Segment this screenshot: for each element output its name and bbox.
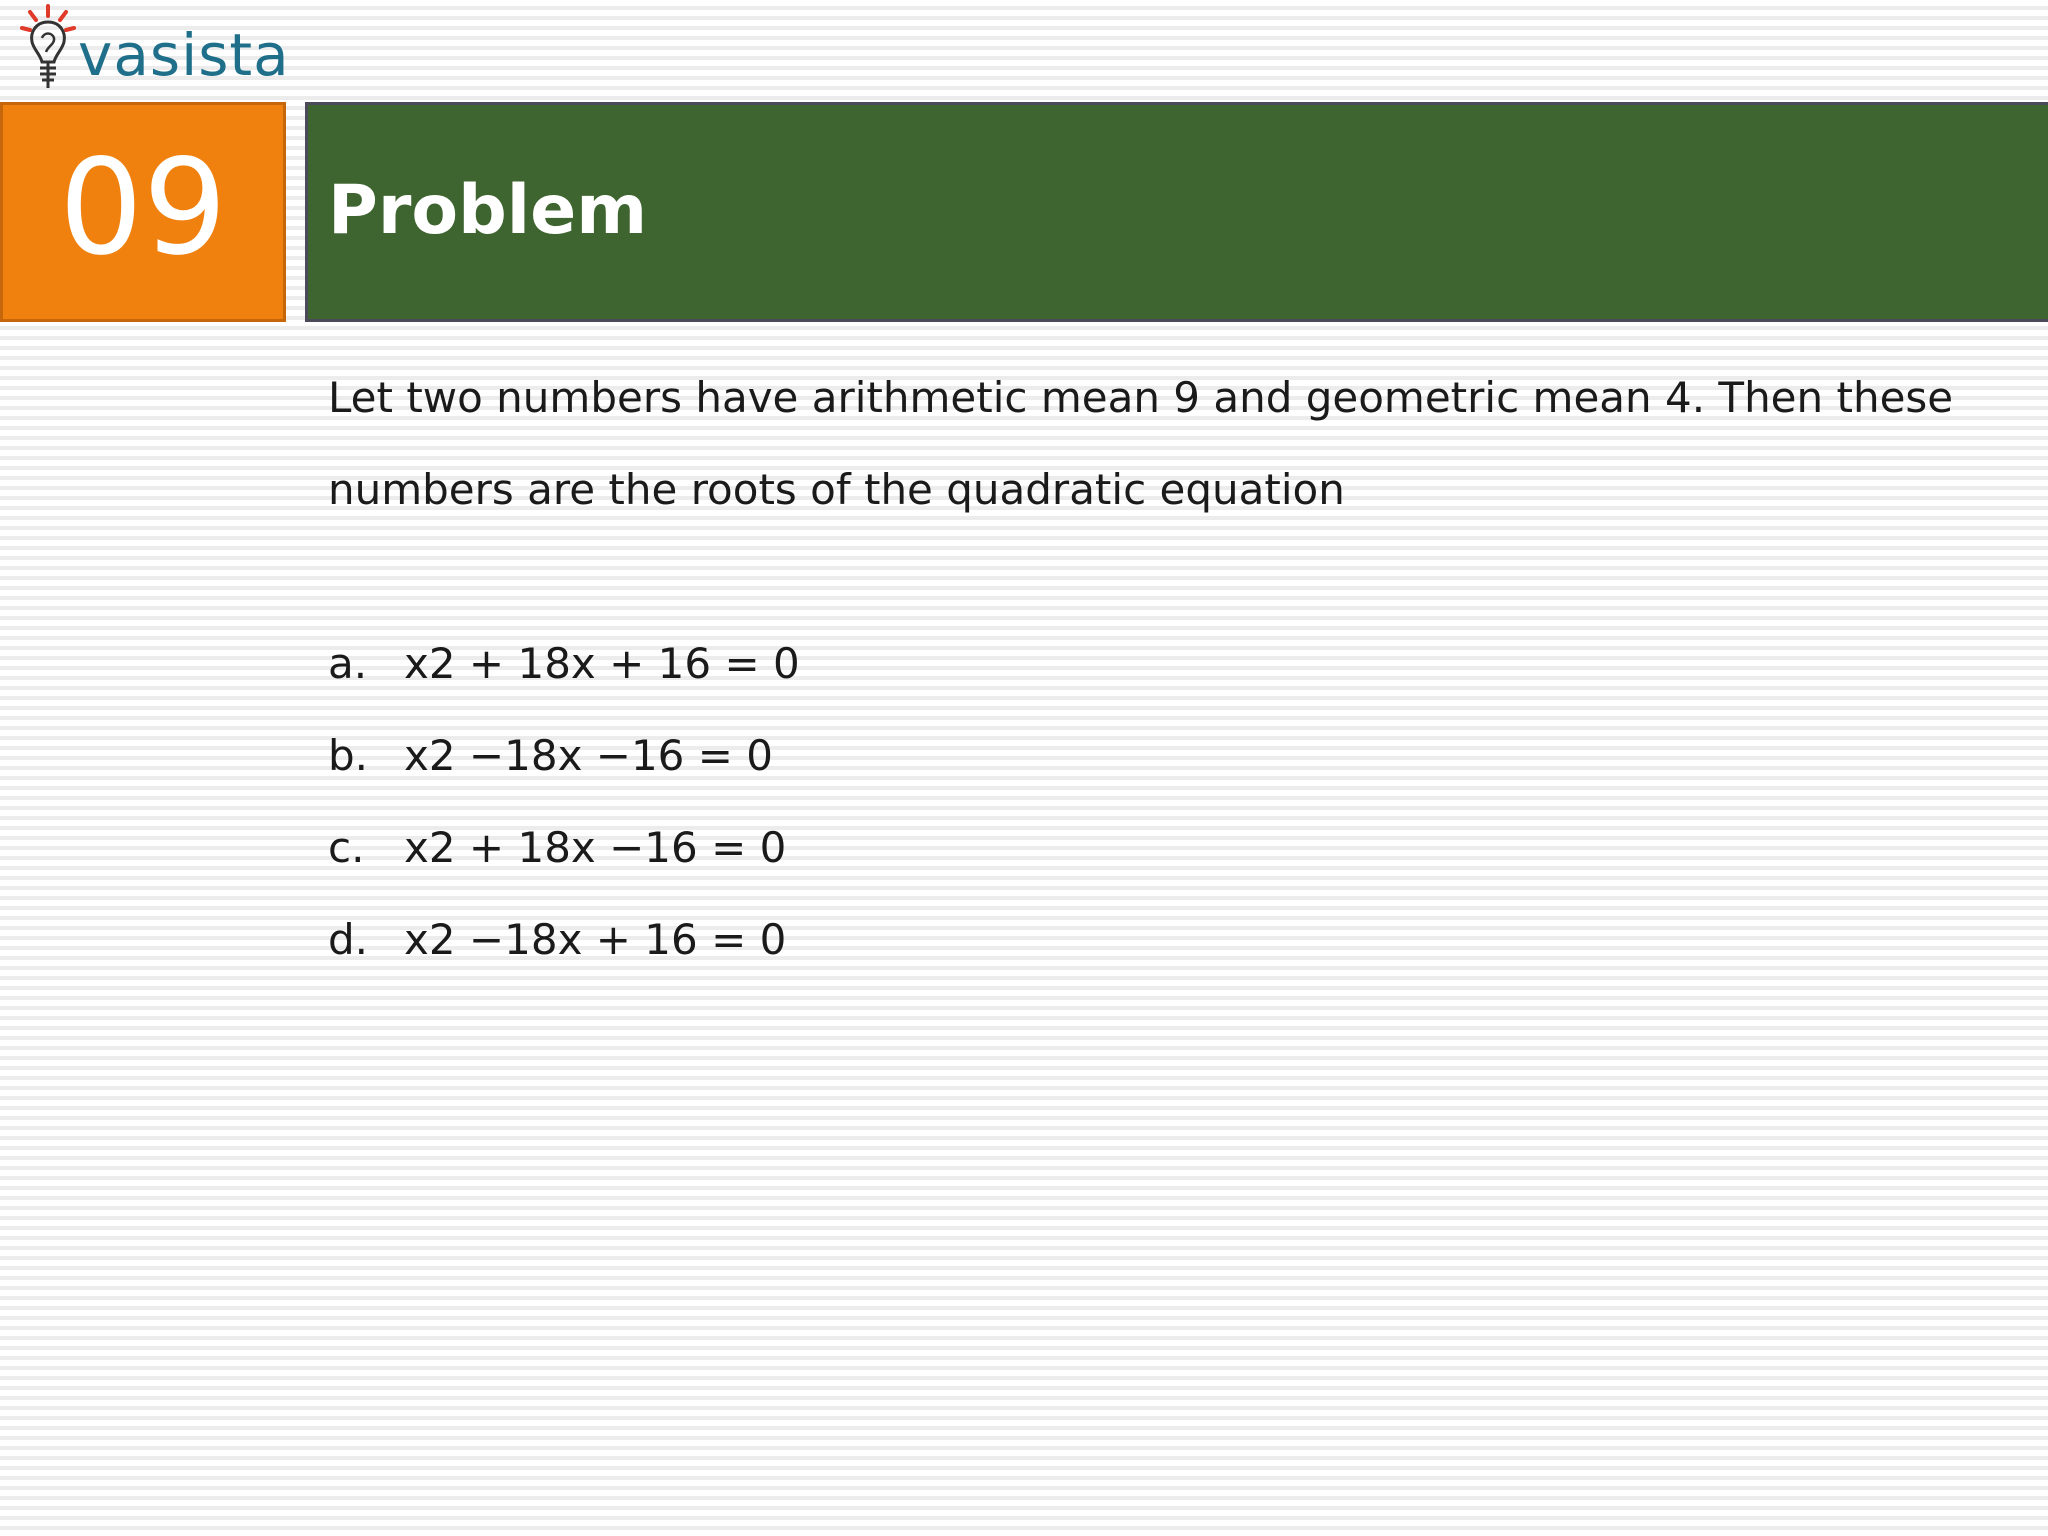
question-line: Let two numbers have arithmetic mean 9 and geometric mean 4. Then these: [328, 373, 1954, 422]
slide-title: Problem: [328, 171, 648, 250]
option-text: x2 + 18x + 16 = 0: [404, 639, 800, 688]
question-line: numbers are the roots of the quadratic equation: [328, 465, 1345, 514]
option-b: [328, 710, 800, 802]
answer-options: [328, 618, 800, 986]
option-text: x2 −18x −16 = 0: [404, 731, 774, 780]
vasista-logo: [18, 2, 288, 98]
slide-number: 09: [59, 131, 227, 285]
option-text: x2 −18x + 16 = 0: [404, 915, 787, 964]
question-text: [328, 352, 2008, 536]
option-a: [328, 618, 800, 710]
option-d: [328, 894, 800, 986]
option-text: x2 + 18x −16 = 0: [404, 823, 787, 872]
option-letter: a.: [328, 639, 368, 688]
option-c: [328, 802, 800, 894]
slide-number-box: [0, 102, 286, 322]
option-letter: c.: [328, 823, 365, 872]
lightbulb-icon: [18, 2, 78, 98]
option-letter: b.: [328, 731, 369, 780]
logo-wordmark: vasista: [78, 21, 290, 89]
option-letter: d.: [328, 915, 369, 964]
title-bar: [305, 102, 2048, 322]
